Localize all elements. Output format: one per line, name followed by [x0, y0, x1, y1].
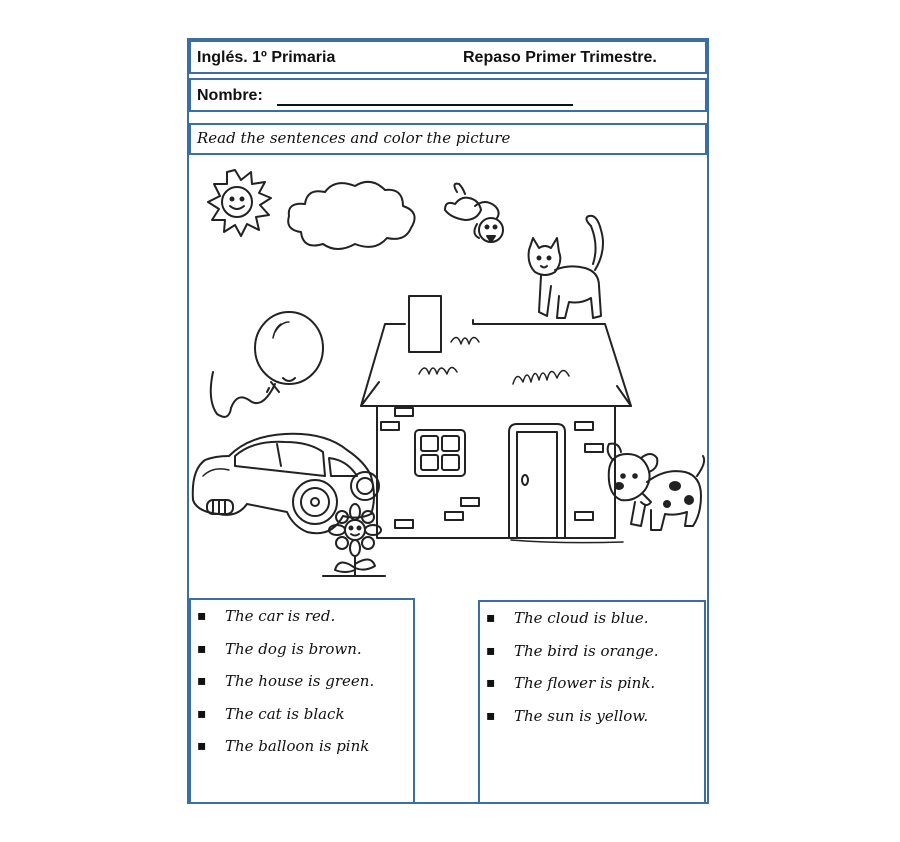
bullet-icon: ▪ — [197, 640, 207, 657]
sentence-text: The balloon is pink — [225, 737, 370, 755]
cat-drawing[interactable] — [529, 216, 603, 318]
bullet-icon: ▪ — [197, 673, 207, 689]
instruction-text: Read the sentences and color the picture — [197, 129, 511, 147]
cloud-drawing[interactable] — [288, 182, 414, 249]
bullet-icon: ▪ — [486, 642, 496, 659]
bullet-icon: ▪ — [486, 675, 496, 691]
header-box — [189, 40, 707, 74]
sentence-text: The flower is pink. — [514, 674, 656, 692]
list-item — [191, 736, 374, 769]
worksheet-title: Repaso Primer Trimestre. — [463, 49, 657, 66]
list-item — [191, 671, 374, 704]
sentence-text: The sun is yellow. — [514, 706, 649, 725]
sentence-text: The cat is black — [225, 704, 345, 723]
name-box — [189, 78, 707, 112]
sentences-right-box — [478, 600, 706, 804]
list-item — [191, 639, 374, 672]
list-item — [191, 606, 374, 639]
list-item — [480, 608, 659, 641]
sentence-text: The cloud is blue. — [514, 609, 649, 627]
bullet-icon: ▪ — [197, 705, 207, 722]
bullet-icon: ▪ — [197, 738, 207, 754]
dog-drawing[interactable] — [608, 444, 704, 530]
bullet-icon: ▪ — [197, 608, 207, 624]
name-line[interactable] — [277, 104, 573, 106]
sentences-left-list — [191, 606, 374, 769]
balloon-drawing[interactable] — [211, 312, 323, 417]
sentence-text: The dog is brown. — [225, 639, 362, 658]
sentence-text: The car is red. — [225, 607, 336, 625]
sentences-left-box — [189, 598, 415, 804]
list-item — [191, 704, 374, 737]
name-label: Nombre: — [197, 87, 263, 104]
list-item — [480, 641, 659, 674]
house-drawing[interactable] — [361, 296, 631, 543]
bullet-icon: ▪ — [486, 610, 496, 626]
subject-label: Inglés. 1º Primaria — [197, 49, 336, 66]
list-item — [480, 706, 659, 739]
sentence-text: The bird is orange. — [514, 641, 659, 660]
bullet-icon: ▪ — [486, 707, 496, 724]
sun-drawing[interactable] — [208, 170, 271, 236]
bird-drawing[interactable] — [445, 184, 503, 242]
coloring-picture — [189, 160, 707, 590]
sentences-right-list — [480, 608, 659, 738]
list-item — [480, 673, 659, 706]
sentence-text: The house is green. — [225, 672, 375, 690]
instruction-box — [189, 123, 707, 155]
